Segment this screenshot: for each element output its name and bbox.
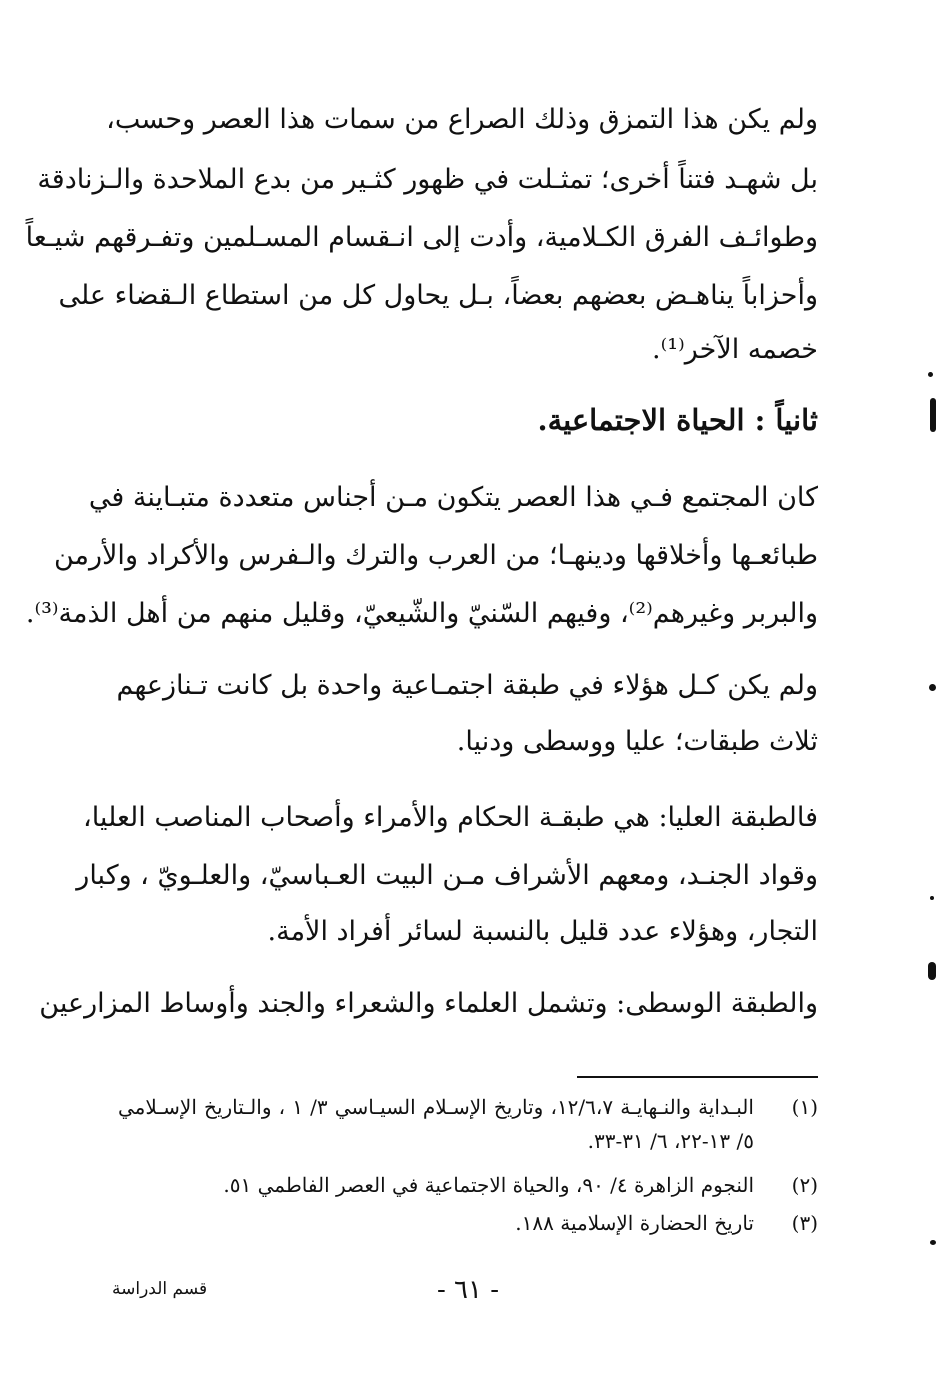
scan-speck — [930, 896, 934, 900]
paragraph-2-line-2: طبائعـها وأخلاقها ودينهـا؛ من العرب والترك والـفرس والأكراد والأرمن — [53, 540, 818, 571]
footnote-separator — [577, 1076, 818, 1078]
scan-speck — [929, 684, 936, 691]
section-label: قسم الدراسة — [112, 1279, 208, 1299]
paragraph-2-line-3: والبربر وغيرهم⁽²⁾، وفيهم السّنيّ والشّيعيّ، وقليل منهم من أهل الذمة⁽³⁾. — [25, 598, 818, 629]
paragraph-1-line-5: خصمه الآخر⁽¹⁾. — [652, 334, 818, 365]
paragraph-1-line-3: وطوائـف الفرق الكـلامية، وأدت إلى انـقسام المسـلمين وتفـرقهم شيـعاً — [25, 222, 818, 253]
footnote-1-number: (١) — [791, 1095, 818, 1119]
paragraph-3-line-1: ولم يكن كـل هؤلاء في طبقة اجتمـاعية واحدة بل كانت تـنازعهم — [116, 670, 818, 701]
paragraph-1-line-2: بل شهـد فتناً أخرى؛ تمثـلت في ظهور كثـير من بدع الملاحدة والـزنادقة — [37, 164, 818, 195]
paragraph-4-line-2: وقواد الجنـد، ومعهم الأشراف مـن البيت العـباسيّ، والعلـويّ ، وكبار — [76, 860, 818, 891]
paragraph-3-line-2: ثلاث طبقات؛ عليا ووسطى ودنيا. — [456, 726, 818, 757]
paragraph-1-line-4: وأحزاباً يناهـض بعضهم بعضاً، بـل يحاول كل من استطاع الـقضاء على — [58, 280, 818, 311]
footnote-2-number: (٢) — [791, 1173, 818, 1197]
paragraph-2-line-1: كان المجتمع فـي هذا العصر يتكون مـن أجناس متعددة متبـاينة في — [88, 482, 818, 513]
paragraph-5-line-1: والطبقة الوسطى: وتشمل العلماء والشعراء والجند وأوساط المزارعين — [39, 988, 818, 1019]
footnote-3-line-1: تاريخ الحضارة الإسلامية ١٨٨. — [515, 1211, 754, 1235]
footnote-1-line-1: البـداية والنـهايـة ١٢/٦،٧، وتاريخ الإسـلام السيـاسي ٣/ ١ ، والـتاريخ الإسـلامي — [118, 1095, 754, 1119]
scan-speck — [930, 398, 936, 432]
scan-speck — [928, 962, 936, 980]
paragraph-4-line-3: التجار، وهؤلاء عدد قليل بالنسبة لسائر أفراد الأمة. — [267, 916, 818, 947]
footnote-3-number: (٣) — [791, 1211, 818, 1235]
scan-speck — [928, 372, 933, 377]
section-heading: ثانياً : الحياة الاجتماعية. — [537, 403, 818, 437]
footnote-1-line-2: ٥/ ١٣-٢٢، ٦/ ٣١-٣٣. — [587, 1129, 754, 1153]
paragraph-4-line-1: فالطبقة العليا: هي طبقـة الحكام والأمراء وأصحاب المناصب العليا، — [82, 802, 818, 833]
footnote-2-line-1: النجوم الزاهرة ٤/ ٩٠، والحياة الاجتماعية في العصر الفاطمي ٥١. — [223, 1173, 754, 1197]
scan-speck — [930, 1240, 936, 1245]
page-number: - ٦١ - — [436, 1275, 500, 1305]
paragraph-1-line-1: ولم يكن هذا التمزق وذلك الصراع من سمات هذا العصر وحسب، — [106, 104, 818, 135]
